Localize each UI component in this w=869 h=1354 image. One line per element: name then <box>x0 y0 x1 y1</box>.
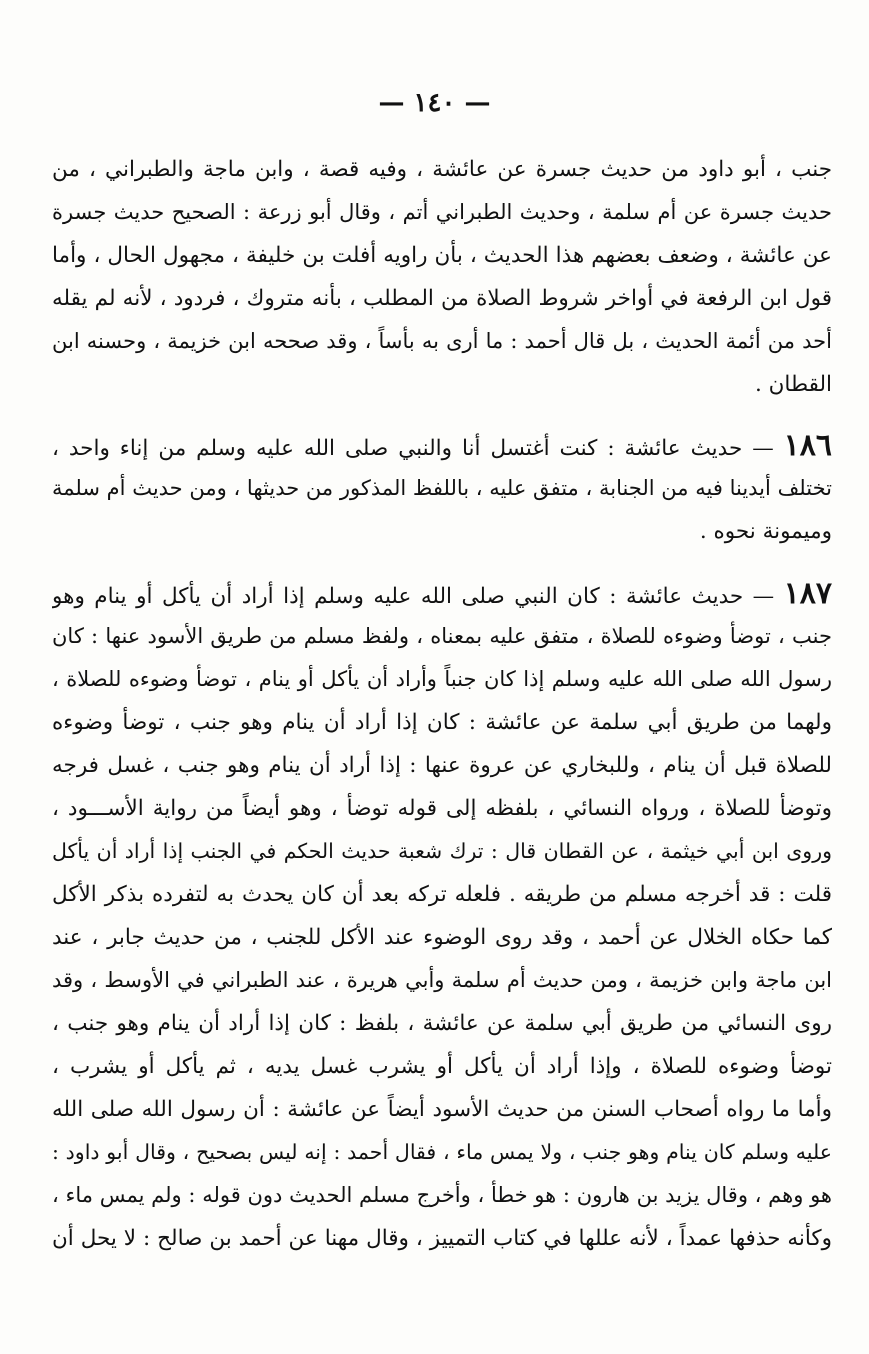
paragraph-continuation <box>52 148 832 406</box>
text-line: هو وهم ، وقال يزيد بن هارون : هو خطأ ، وأخرج مسلم الحديث دون قوله : ولم يمس ماء ، <box>52 1183 832 1207</box>
text-line: وروى ابن أبي خيثمة ، عن القطان قال : ترك شعبة حديث الحكم في الجنب إذا أراد أن يأكل <box>52 839 832 863</box>
text-line: جنب ، توضأ وضوءه للصلاة ، متفق عليه بمعناه ، ولفظ مسلم من طريق الأسود عنها : كان <box>52 624 832 648</box>
text-line: كما حكاه الخلال عن أحمد ، وقد روى الوضوء عند الأكل للجنب ، من حديث جابر ، عند <box>52 925 832 950</box>
hadith-entry-187 <box>52 572 832 1260</box>
text-line: وميمونة نحوه . <box>699 519 832 544</box>
page-number: — ١٤٠ — <box>378 88 491 118</box>
text-line: وكأنه حذفها عمداً ، لأنه عللها في كتاب التمييز ، وقال مهنا عن أحمد بن صالح : لا يحل أن <box>52 1226 832 1251</box>
text-line: ولهما من طريق أبي سلمة عن عائشة : كان إذا أراد أن ينام وهو جنب ، توضأ وضوءه <box>52 710 832 735</box>
text-line: القطان . <box>754 372 832 397</box>
text-line: قول ابن الرفعة في أواخر شروط الصلاة من المطلب ، بأنه متروك ، فردود ، لأنه لم يقله <box>52 286 832 311</box>
text-line: تختلف أيدينا فيه من الجنابة ، متفق عليه ، باللفظ المذكور من حديثها ، ومن حديث أم سلمة <box>52 476 832 500</box>
hadith-first-line: — حديث عائشة : كنت أغتسل أنا والنبي صلى الله عليه وسلم من إناء واحد ، <box>52 436 774 461</box>
hadith-first-line: — حديث عائشة : كان النبي صلى الله عليه وسلم إذا أراد أن يأكل أو ينام وهو <box>52 584 775 609</box>
text-line: وأما ما رواه أصحاب السنن من حديث الأسود أيضاً عن عائشة : أن رسول الله صلى الله <box>52 1097 832 1122</box>
text-line: عليه وسلم كان ينام وهو جنب ، ولا يمس ماء ، فقال أحمد : إنه ليس بصحيح ، وقال أبو داود : <box>52 1140 832 1164</box>
text-line: قلت : قد أخرجه مسلم من طريقه . فلعله تركه بعد أن كان يحدث به لتفرده بذكر الأكل <box>52 882 832 907</box>
text-line: عن عائشة ، وضعف بعضهم هذا الحديث ، بأن راويه أفلت بن خليفة ، مجهول الحال ، وأما <box>52 243 832 268</box>
hadith-entry-186 <box>52 424 832 553</box>
text-line: أحد من أئمة الحديث ، بل قال أحمد : ما أرى به بأساً ، وقد صححه ابن خزيمة ، وحسنه ابن <box>52 329 832 353</box>
text-line: حديث جسرة عن أم سلمة ، وحديث الطبراني أتم ، وقال أبو زرعة : الصحيح حديث جسرة <box>52 200 832 224</box>
text-line: ابن ماجة وابن خزيمة ، ومن حديث أم سلمة وأبي هريرة ، عند الطبراني في الأوسط ، وقد <box>52 968 832 992</box>
text-line <box>52 424 832 467</box>
text-line: للصلاة قبل أن ينام ، وللبخاري عن عروة عنها : إذا أراد أن ينام وهو جنب ، غسل فرجه <box>52 753 832 778</box>
text-line <box>52 572 832 615</box>
text-line: توضأ وضوءه للصلاة ، وإذا أراد أن يأكل أو يشرب غسل يديه ، ثم يأكل أو يشرب ، <box>52 1054 832 1079</box>
text-line: روى النسائي من طريق أبي سلمة عن عائشة ، بلفظ : كان إذا أراد أن ينام وهو جنب ، <box>52 1011 832 1036</box>
hadith-number: ١٨٦ <box>783 428 832 463</box>
hadith-number: ١٨٧ <box>783 576 832 611</box>
text-line: جنب ، أبو داود من حديث جسرة عن عائشة ، وفيه قصة ، وابن ماجة والطبراني ، من <box>52 157 832 182</box>
text-line: وتوضأ للصلاة ، ورواه النسائي ، بلفظه إلى قوله توضأ ، وهو أيضاً من رواية الأســـود ، <box>52 796 832 821</box>
text-line: رسول الله صلى الله عليه وسلم إذا كان جنباً وأراد أن يأكل أو ينام ، توضأ وضوءه للصلاة ، <box>52 667 832 691</box>
